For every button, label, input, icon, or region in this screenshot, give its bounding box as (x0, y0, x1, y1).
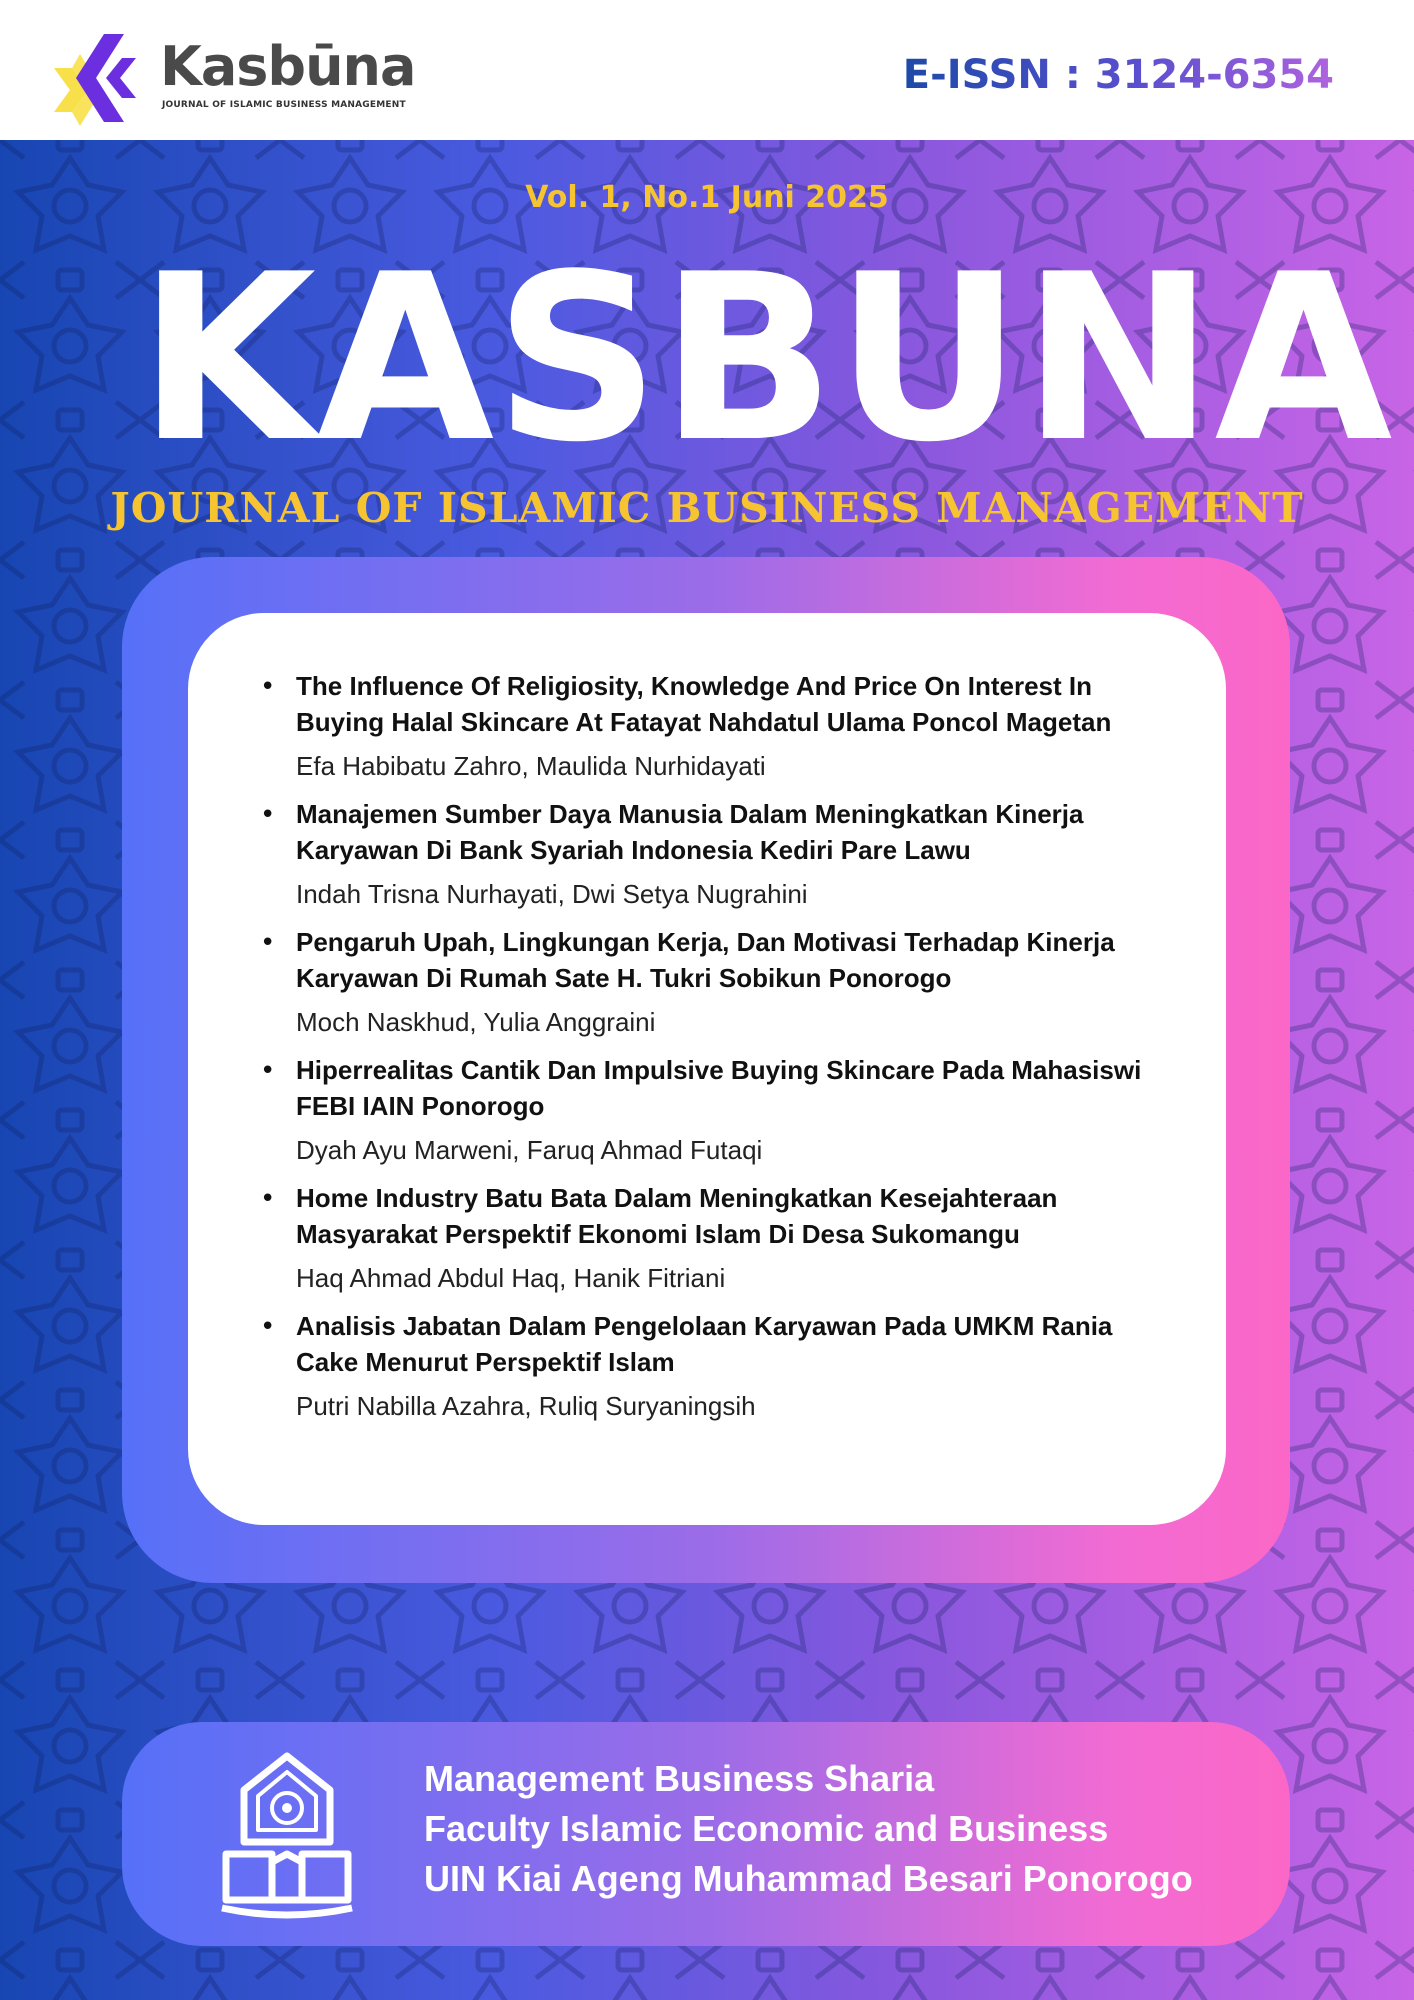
articles-card (188, 613, 1226, 1525)
university-name: UIN Kiai Ageng Muhammad Besari Ponorogo (424, 1858, 1193, 1899)
article-authors: Dyah Ayu Marweni, Faruq Ahmad Futaqi (296, 1135, 763, 1165)
article-title: The Influence Of Religiosity, Knowledge And Price On Interest In Buying Halal Skincare At Fatayat Nahdatul Ulama Poncol Magetan (296, 671, 1112, 737)
article-item (258, 1308, 1178, 1422)
title-letter: S (494, 226, 660, 493)
article-list (258, 668, 1178, 1436)
program-name: Management Business Sharia (424, 1758, 935, 1799)
bullet-icon: • (260, 1312, 276, 1342)
title-letter: A (316, 226, 495, 493)
article-title: Manajemen Sumber Daya Manusia Dalam Meningkatkan Kinerja Karyawan Di Bank Syariah Indonesia Kediri Pare Lawu (296, 799, 1084, 865)
cover-background (0, 140, 1414, 2000)
journal-subtitle: JOURNAL OF ISLAMIC BUSINESS MANAGEMENT (110, 484, 1304, 532)
university-emblem-icon (212, 1750, 362, 1920)
title-letter: U (835, 226, 1022, 493)
journal-title (138, 226, 1393, 493)
article-authors: Indah Trisna Nurhayati, Dwi Setya Nugrahini (296, 879, 808, 909)
bullet-icon: • (260, 800, 276, 830)
article-item (258, 1180, 1178, 1294)
title-letter: N (1021, 226, 1215, 493)
publisher-info (424, 1754, 1193, 1904)
title-letter: B (659, 226, 836, 493)
article-authors: Putri Nabilla Azahra, Ruliq Suryaningsih (296, 1391, 756, 1421)
logo-wordmark: Kasbūna (160, 35, 416, 98)
article-item (258, 668, 1178, 782)
article-item (258, 924, 1178, 1038)
article-item (258, 1052, 1178, 1166)
bullet-icon: • (260, 928, 276, 958)
article-authors: Haq Ahmad Abdul Haq, Hanik Fitriani (296, 1263, 726, 1293)
publisher-footer (122, 1722, 1290, 1946)
article-title: Pengaruh Upah, Lingkungan Kerja, Dan Motivasi Terhadap Kinerja Karyawan Di Rumah Sate H. Tukri Sobikun Ponorogo (296, 927, 1115, 993)
volume-issue: Vol. 1, No.1 Juni 2025 (525, 180, 889, 215)
title-letter: A (1214, 226, 1393, 493)
bullet-icon: • (260, 1056, 276, 1086)
article-title: Analisis Jabatan Dalam Pengelolaan Karyawan Pada UMKM Rania Cake Menurut Perspektif Islam (296, 1311, 1113, 1377)
article-title: Home Industry Batu Bata Dalam Meningkatkan Kesejahteraan Masyarakat Perspektif Ekonomi Islam Di Desa Sukomangu (296, 1183, 1058, 1249)
journal-logo (50, 28, 430, 138)
faculty-name: Faculty Islamic Economic and Business (424, 1808, 1109, 1849)
logo-tagline: JOURNAL OF ISLAMIC BUSINESS MANAGEMENT (162, 100, 406, 110)
articles-frame (122, 557, 1290, 1583)
article-authors: Efa Habibatu Zahro, Maulida Nurhidayati (296, 751, 766, 781)
article-item (258, 796, 1178, 910)
article-authors: Moch Naskhud, Yulia Anggraini (296, 1007, 656, 1037)
bullet-icon: • (260, 672, 276, 702)
issn-label: E-ISSN : 3124-6354 (902, 52, 1334, 98)
article-title: Hiperrealitas Cantik Dan Impulsive Buying Skincare Pada Mahasiswi FEBI IAIN Ponorogo (296, 1055, 1142, 1121)
title-letter: K (138, 226, 317, 493)
header (0, 0, 1414, 140)
logo-mark-icon (50, 28, 150, 136)
bullet-icon: • (260, 1184, 276, 1214)
